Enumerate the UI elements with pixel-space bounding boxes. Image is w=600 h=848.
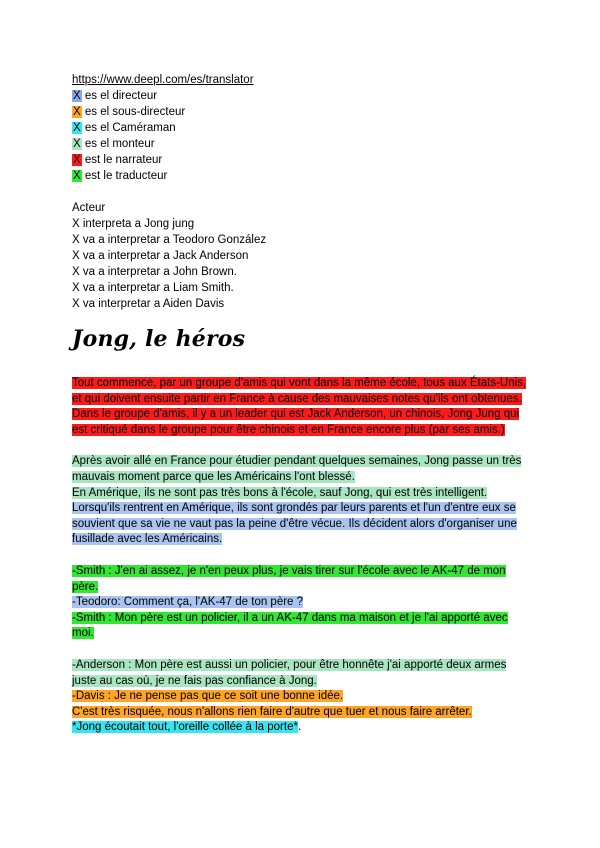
actor-line: X va interpretar a Aiden Davis [72,298,225,310]
story-body [72,376,532,736]
role-line [72,152,532,168]
role-text: est le narrateur [81,154,163,166]
actor-line: X va a interpretar a Liam Smith. [72,282,234,294]
highlighted-sentence: Lorsqu'ils rentrent en Amérique, ils sont grondés par leurs parents et l'un d'entre eux se souvient que sa vie ne vaut pas la peine d'être vécue. Ils décident alors d'organiser une fusillade avec les Américains. [72,502,517,546]
role-line [72,88,532,104]
highlighted-sentence: -Teodoro: Comment ça, l'AK-47 de ton père ? [72,596,304,609]
actor-line: X va a interpretar a John Brown. [72,266,237,278]
highlighted-sentence: *Jong écoutait tout, l'oreille collée à la porte*. [72,721,302,734]
role-marker: X [73,154,81,166]
role-text: es el directeur [81,90,158,102]
role-line [72,168,532,184]
actor-line: X interpreta a Jong jung [72,218,195,230]
role-marker: X [73,170,81,182]
highlighted-sentence: -Anderson : Mon père est aussi un policier, pour être honnête j'ai apporté deux armes juste au cas où, je ne fais pas confiance à Jong. [72,658,507,687]
document-title: Jong, le héros [72,326,246,352]
translator-link[interactable]: https://www.deepl.com/es/translator [72,74,254,86]
role-line [72,104,532,120]
document-page [72,72,532,752]
highlighted-sentence: Après avoir allé en France pour étudier pendant quelques semaines, Jong passe un très mauvais moment parce que les Américains l'ont blessé. [72,455,522,483]
highlighted-sentence: -Davis : Je ne pense pas que ce soit une bonne idée. [72,690,344,703]
highlighted-sentence: Dans le groupe d'amis, il y a un leader qui est Jack Anderson, un chinois, Jong Jung qui est critiqué dans le groupe pour être chinois et en France encore plus (par ses amis.) [72,408,520,436]
story-paragraph [72,454,532,548]
highlighted-sentence: C'est très risquée, nous n'allons rien faire d'autre que tuer et nous faire arrêter. [72,705,472,718]
actors-heading: Acteur [72,202,106,214]
role-text: es el sous-directeur [81,106,186,118]
actors-list [72,216,532,312]
roles-list [72,88,532,184]
role-marker: X [73,90,81,102]
actor-line: X va a interpretar a Jack Anderson [72,250,249,262]
story-paragraph [72,564,532,642]
story-paragraph [72,376,532,438]
role-marker: X [73,138,81,150]
highlighted-sentence: -Smith : Mon père est un policier, il a un AK-47 dans ma maison et je l'ai apporté avec moi. [72,611,508,640]
spacer [72,184,532,200]
role-marker: X [73,122,81,134]
highlighted-sentence: -Smith : J'en ai assez, je n'en peux plus, je vais tirer sur l'école avec le AK-47 de mon père. [72,564,506,593]
highlighted-sentence: Tout commence, par un groupe d'amis qui vont dans la même école, tous aux États-Unis, et qui doivent ensuite partir en France à cause des mauvaises notes qu'ils ont obtenues. [72,377,527,405]
role-line [72,120,532,136]
role-line [72,136,532,152]
role-marker: X [73,106,81,118]
role-text: est le traducteur [81,170,168,182]
actor-line: X va a interpretar a Teodoro González [72,234,267,246]
role-text: es el Caméraman [81,122,176,134]
story-paragraph [72,658,532,736]
link-line [72,72,532,88]
role-text: es el monteur [81,138,155,150]
highlighted-sentence: En Amérique, ils ne sont pas très bons à l'école, sauf Jong, qui est très intelligent. [72,486,488,499]
